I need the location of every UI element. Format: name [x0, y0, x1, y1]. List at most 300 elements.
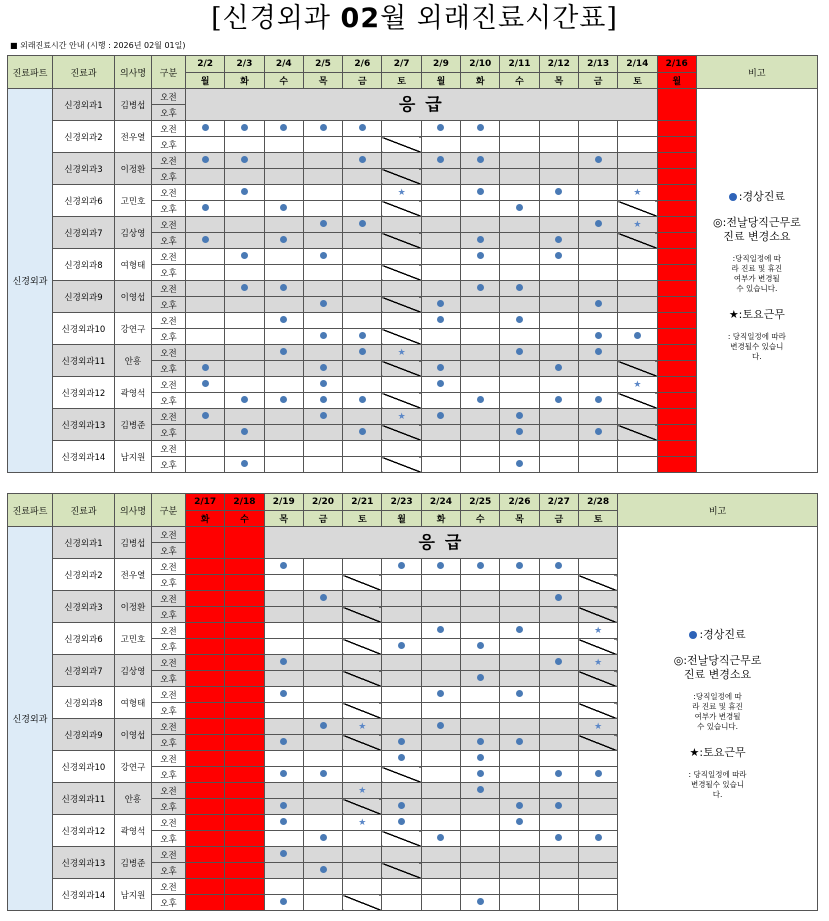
schedule-cell	[343, 233, 382, 249]
weekday-header: 금	[539, 511, 578, 527]
dot-icon	[516, 316, 523, 323]
schedule-cell	[500, 169, 539, 185]
session-label: 오후	[152, 703, 186, 719]
date-header: 2/21	[343, 494, 382, 511]
doctor-name: 김병섭	[115, 527, 152, 559]
schedule-cell	[382, 591, 421, 607]
schedule-cell	[539, 281, 578, 297]
schedule-cell	[343, 703, 382, 719]
schedule-cell	[578, 457, 617, 473]
header-doctor: 의사명	[115, 56, 152, 89]
schedule-cell	[421, 783, 460, 799]
dot-icon	[555, 594, 562, 601]
normal-care-mark	[382, 559, 421, 575]
schedule-cell	[421, 815, 460, 831]
schedule-cell	[186, 281, 225, 297]
doctor-name: 김병섭	[115, 89, 152, 121]
schedule-cell	[539, 377, 578, 393]
date-header: 2/6	[343, 56, 382, 73]
schedule-cell	[421, 847, 460, 863]
schedule-cell	[578, 703, 617, 719]
dot-icon	[359, 396, 366, 403]
clinic-name: 신경외과9	[53, 719, 115, 751]
schedule-cell	[500, 121, 539, 137]
doctor-name: 안흥	[115, 783, 152, 815]
clinic-name: 신경외과13	[53, 409, 115, 441]
note-normal-text: :경상진료	[738, 189, 785, 203]
normal-care-mark	[500, 735, 539, 751]
header-remark: 비고	[696, 56, 817, 89]
schedule-cell	[186, 457, 225, 473]
dot-icon	[280, 124, 287, 131]
clinic-name: 신경외과3	[53, 153, 115, 185]
schedule-cell	[343, 767, 382, 783]
clinic-name: 신경외과8	[53, 249, 115, 281]
date-header: 2/7	[382, 56, 421, 73]
emergency-cell: 응 급	[186, 89, 658, 121]
schedule-cell	[657, 393, 696, 409]
session-label: 오전	[152, 313, 186, 329]
schedule-cell	[618, 137, 657, 153]
schedule-cell	[264, 137, 303, 153]
header-remark: 비고	[618, 494, 818, 527]
normal-care-mark	[539, 249, 578, 265]
schedule-cell	[382, 297, 421, 313]
schedule-cell	[500, 393, 539, 409]
normal-care-mark	[225, 185, 264, 201]
schedule-cell	[303, 137, 342, 153]
dot-icon	[241, 252, 248, 259]
dot-icon	[437, 364, 444, 371]
doctor-name: 이정환	[115, 153, 152, 185]
schedule-cell	[578, 815, 617, 831]
schedule-cell	[578, 735, 617, 751]
normal-care-mark	[500, 457, 539, 473]
dot-icon	[398, 802, 405, 809]
schedule-cell	[225, 265, 264, 281]
clinic-name: 신경외과7	[53, 655, 115, 687]
header-gubun: 구분	[152, 56, 186, 89]
note-normal	[697, 188, 817, 204]
schedule-cell	[578, 361, 617, 377]
dot-icon	[516, 428, 523, 435]
schedule-cell	[382, 233, 421, 249]
schedule-cell	[303, 441, 342, 457]
normal-care-mark	[578, 329, 617, 345]
session-label: 오후	[152, 201, 186, 217]
session-label: 오후	[152, 767, 186, 783]
doctor-name: 여형태	[115, 687, 152, 719]
schedule-cell	[264, 639, 303, 655]
schedule-cell	[539, 687, 578, 703]
normal-care-mark	[186, 233, 225, 249]
saturday-mark	[343, 719, 382, 735]
clinic-name: 신경외과14	[53, 441, 115, 473]
dot-icon	[437, 412, 444, 419]
session-label: 오후	[152, 105, 186, 121]
schedule-cell	[578, 863, 617, 879]
normal-care-mark	[421, 121, 460, 137]
schedule-cell	[461, 425, 500, 441]
schedule-cell	[578, 233, 617, 249]
session-label: 오후	[152, 425, 186, 441]
schedule-row	[8, 89, 818, 105]
date-header: 2/3	[225, 56, 264, 73]
schedule-cell	[461, 329, 500, 345]
schedule-cell	[303, 671, 342, 687]
dot-icon	[280, 284, 287, 291]
schedule-cell	[186, 799, 225, 815]
schedule-cell	[461, 591, 500, 607]
schedule-cell	[303, 457, 342, 473]
remark-notes	[696, 89, 817, 473]
dot-icon	[280, 348, 287, 355]
schedule-cell	[343, 751, 382, 767]
dot-icon	[202, 156, 209, 163]
normal-care-mark	[303, 393, 342, 409]
schedule-row	[8, 527, 818, 543]
session-label: 오후	[152, 543, 186, 559]
schedule-cell	[421, 879, 460, 895]
saturday-mark	[578, 623, 617, 639]
dot-icon	[516, 818, 523, 825]
normal-care-mark	[264, 393, 303, 409]
date-header: 2/28	[578, 494, 617, 511]
normal-care-mark	[264, 847, 303, 863]
schedule-cell	[382, 767, 421, 783]
dot-icon	[595, 332, 602, 339]
session-label: 오전	[152, 409, 186, 425]
star-icon: ★	[633, 187, 642, 198]
normal-care-mark	[225, 393, 264, 409]
normal-care-mark	[225, 457, 264, 473]
schedule-cell	[382, 623, 421, 639]
schedule-cell	[578, 751, 617, 767]
schedule-cell	[618, 169, 657, 185]
dot-icon	[555, 658, 562, 665]
normal-care-mark	[303, 719, 342, 735]
session-label: 오전	[152, 377, 186, 393]
schedule-cell	[421, 345, 460, 361]
normal-care-mark	[303, 831, 342, 847]
doctor-name: 이영섭	[115, 281, 152, 313]
schedule-cell	[382, 441, 421, 457]
schedule-cell	[343, 441, 382, 457]
clinic-name: 신경외과2	[53, 559, 115, 591]
normal-care-mark	[186, 377, 225, 393]
schedule-cell	[500, 655, 539, 671]
normal-care-mark	[186, 361, 225, 377]
schedule-cell	[657, 121, 696, 137]
schedule-cell	[343, 687, 382, 703]
schedule-cell	[225, 137, 264, 153]
schedule-cell	[343, 847, 382, 863]
schedule-cell	[264, 783, 303, 799]
clinic-name: 신경외과9	[53, 281, 115, 313]
schedule-cell	[225, 783, 264, 799]
schedule-cell	[539, 265, 578, 281]
schedule-cell	[303, 169, 342, 185]
schedule-cell	[461, 265, 500, 281]
title-rest: 월 외래진료시간표]	[380, 3, 618, 34]
schedule-cell	[421, 441, 460, 457]
schedule-cell	[500, 137, 539, 153]
schedule-cell	[578, 575, 617, 591]
schedule-cell	[303, 751, 342, 767]
schedule-cell	[461, 799, 500, 815]
schedule-cell	[657, 281, 696, 297]
dot-icon	[595, 428, 602, 435]
date-header: 2/2	[186, 56, 225, 73]
schedule-cell	[343, 185, 382, 201]
schedule-cell	[382, 329, 421, 345]
note-changed	[618, 654, 817, 682]
schedule-cell	[461, 377, 500, 393]
normal-care-mark	[303, 217, 342, 233]
schedule-cell	[264, 831, 303, 847]
schedule-cell	[186, 735, 225, 751]
schedule-cell	[461, 313, 500, 329]
schedule-cell	[421, 217, 460, 233]
schedule-cell	[657, 425, 696, 441]
saturday-mark	[382, 345, 421, 361]
schedule-cell	[186, 767, 225, 783]
normal-care-mark	[225, 249, 264, 265]
schedule-cell	[343, 591, 382, 607]
schedule-cell	[382, 607, 421, 623]
holiday-cell	[657, 89, 696, 121]
schedule-cell	[382, 831, 421, 847]
dot-icon	[320, 220, 327, 227]
normal-care-mark	[421, 297, 460, 313]
saturday-mark	[618, 377, 657, 393]
clinic-name: 신경외과2	[53, 121, 115, 153]
dot-icon	[477, 188, 484, 195]
weekday-header: 금	[303, 511, 342, 527]
normal-care-mark	[421, 409, 460, 425]
weekday-header: 토	[343, 511, 382, 527]
dot-icon	[555, 236, 562, 243]
schedule-cell	[657, 329, 696, 345]
schedule-cell	[343, 201, 382, 217]
schedule-cell	[539, 575, 578, 591]
schedule-cell	[382, 655, 421, 671]
normal-care-mark	[578, 767, 617, 783]
dot-icon	[555, 562, 562, 569]
dot-icon	[280, 850, 287, 857]
schedule-cell	[264, 361, 303, 377]
dot-icon	[437, 722, 444, 729]
schedule-cell	[500, 575, 539, 591]
schedule-row	[8, 153, 818, 169]
schedule-row	[8, 409, 818, 425]
session-label: 오전	[152, 847, 186, 863]
normal-care-mark	[343, 345, 382, 361]
dot-icon	[241, 396, 248, 403]
schedule-cell	[539, 153, 578, 169]
schedule-cell	[500, 863, 539, 879]
clinic-name: 신경외과1	[53, 527, 115, 559]
star-icon: ★	[633, 219, 642, 230]
normal-care-mark	[264, 815, 303, 831]
note-changed	[697, 216, 817, 244]
clinic-name: 신경외과14	[53, 879, 115, 911]
normal-care-mark	[500, 623, 539, 639]
schedule-cell	[343, 639, 382, 655]
schedule-cell	[382, 879, 421, 895]
normal-care-mark	[421, 377, 460, 393]
schedule-cell	[421, 249, 460, 265]
schedule-cell	[186, 879, 225, 895]
schedule-cell	[264, 457, 303, 473]
dot-icon	[437, 124, 444, 131]
dot-icon	[634, 332, 641, 339]
normal-care-mark	[186, 121, 225, 137]
schedule-cell	[500, 783, 539, 799]
schedule-cell	[539, 217, 578, 233]
schedule-cell	[539, 703, 578, 719]
normal-care-mark	[421, 153, 460, 169]
normal-care-mark	[343, 121, 382, 137]
schedule-cell	[382, 575, 421, 591]
schedule-cell	[461, 687, 500, 703]
schedule-cell	[657, 441, 696, 457]
dot-icon	[241, 156, 248, 163]
schedule-cell	[539, 441, 578, 457]
schedule-cell	[421, 233, 460, 249]
dot-icon	[516, 284, 523, 291]
normal-care-mark	[186, 201, 225, 217]
date-header: 2/25	[461, 494, 500, 511]
dot-icon	[280, 690, 287, 697]
normal-care-mark	[264, 655, 303, 671]
schedule-cell	[657, 137, 696, 153]
schedule-cell	[186, 591, 225, 607]
schedule-cell	[421, 655, 460, 671]
schedule-cell	[539, 895, 578, 911]
doctor-name: 이정환	[115, 591, 152, 623]
dot-icon	[320, 594, 327, 601]
doctor-name: 이영섭	[115, 719, 152, 751]
schedule-cell	[303, 655, 342, 671]
schedule-cell	[461, 409, 500, 425]
schedule-cell	[186, 329, 225, 345]
schedule-cell	[264, 377, 303, 393]
dot-icon	[320, 834, 327, 841]
schedule-cell	[618, 441, 657, 457]
date-header: 2/26	[500, 494, 539, 511]
schedule-row	[8, 313, 818, 329]
schedule-cell	[186, 607, 225, 623]
session-label: 오후	[152, 863, 186, 879]
schedule-cell	[657, 377, 696, 393]
dot-icon	[516, 204, 523, 211]
note-changed-line2: 진료 변경소요	[723, 229, 791, 243]
schedule-cell	[382, 719, 421, 735]
schedule-cell	[343, 895, 382, 911]
schedule-cell	[225, 799, 264, 815]
schedule-cell	[657, 233, 696, 249]
normal-care-mark	[461, 783, 500, 799]
dot-icon	[477, 786, 484, 793]
dot-icon	[477, 156, 484, 163]
doctor-name: 강연구	[115, 751, 152, 783]
schedule-cell	[303, 799, 342, 815]
schedule-cell	[500, 831, 539, 847]
schedule-cell	[225, 751, 264, 767]
star-icon: ★	[594, 657, 603, 668]
dot-icon	[595, 770, 602, 777]
dot-icon	[516, 412, 523, 419]
dot-icon	[477, 642, 484, 649]
schedule-cell	[578, 559, 617, 575]
schedule-cell	[657, 169, 696, 185]
schedule-cell	[225, 297, 264, 313]
schedule-cell	[500, 847, 539, 863]
normal-care-mark	[578, 425, 617, 441]
schedule-cell	[500, 265, 539, 281]
normal-care-mark	[500, 425, 539, 441]
schedule-cell	[500, 329, 539, 345]
dept-cell: 신경외과	[8, 527, 53, 911]
doctor-name: 김상영	[115, 217, 152, 249]
schedule-cell	[264, 409, 303, 425]
schedule-cell	[382, 671, 421, 687]
date-header: 2/14	[618, 56, 657, 73]
schedule-cell	[421, 201, 460, 217]
star-icon: ★	[633, 379, 642, 390]
note-saturday: ★:토요근무	[728, 307, 785, 321]
schedule-cell	[500, 217, 539, 233]
schedule-cell	[618, 153, 657, 169]
schedule-cell	[186, 831, 225, 847]
schedule-cell	[578, 409, 617, 425]
normal-care-mark	[225, 153, 264, 169]
dot-icon	[437, 156, 444, 163]
schedule-cell	[421, 735, 460, 751]
schedule-cell	[343, 655, 382, 671]
dot-icon	[555, 252, 562, 259]
session-label: 오후	[152, 799, 186, 815]
weekday-header: 수	[225, 511, 264, 527]
normal-care-mark	[500, 409, 539, 425]
schedule-cell	[618, 281, 657, 297]
normal-care-mark	[382, 799, 421, 815]
schedule-cell	[303, 639, 342, 655]
dot-icon	[689, 631, 697, 639]
weekday-header: 토	[382, 73, 421, 89]
doctor-name: 여형태	[115, 249, 152, 281]
normal-care-mark	[618, 329, 657, 345]
dot-icon	[320, 722, 327, 729]
page-title	[0, 2, 829, 36]
schedule-cell	[578, 137, 617, 153]
schedule-cell	[343, 863, 382, 879]
schedule-cell	[382, 457, 421, 473]
schedule-cell	[303, 233, 342, 249]
dot-icon	[516, 738, 523, 745]
schedule-cell	[500, 607, 539, 623]
schedule-cell	[539, 783, 578, 799]
schedule-cell	[343, 281, 382, 297]
session-label: 오전	[152, 687, 186, 703]
schedule-cell	[461, 297, 500, 313]
normal-care-mark	[421, 361, 460, 377]
schedule-cell	[421, 393, 460, 409]
schedule-cell	[500, 153, 539, 169]
schedule-cell	[382, 201, 421, 217]
schedule-cell	[500, 377, 539, 393]
